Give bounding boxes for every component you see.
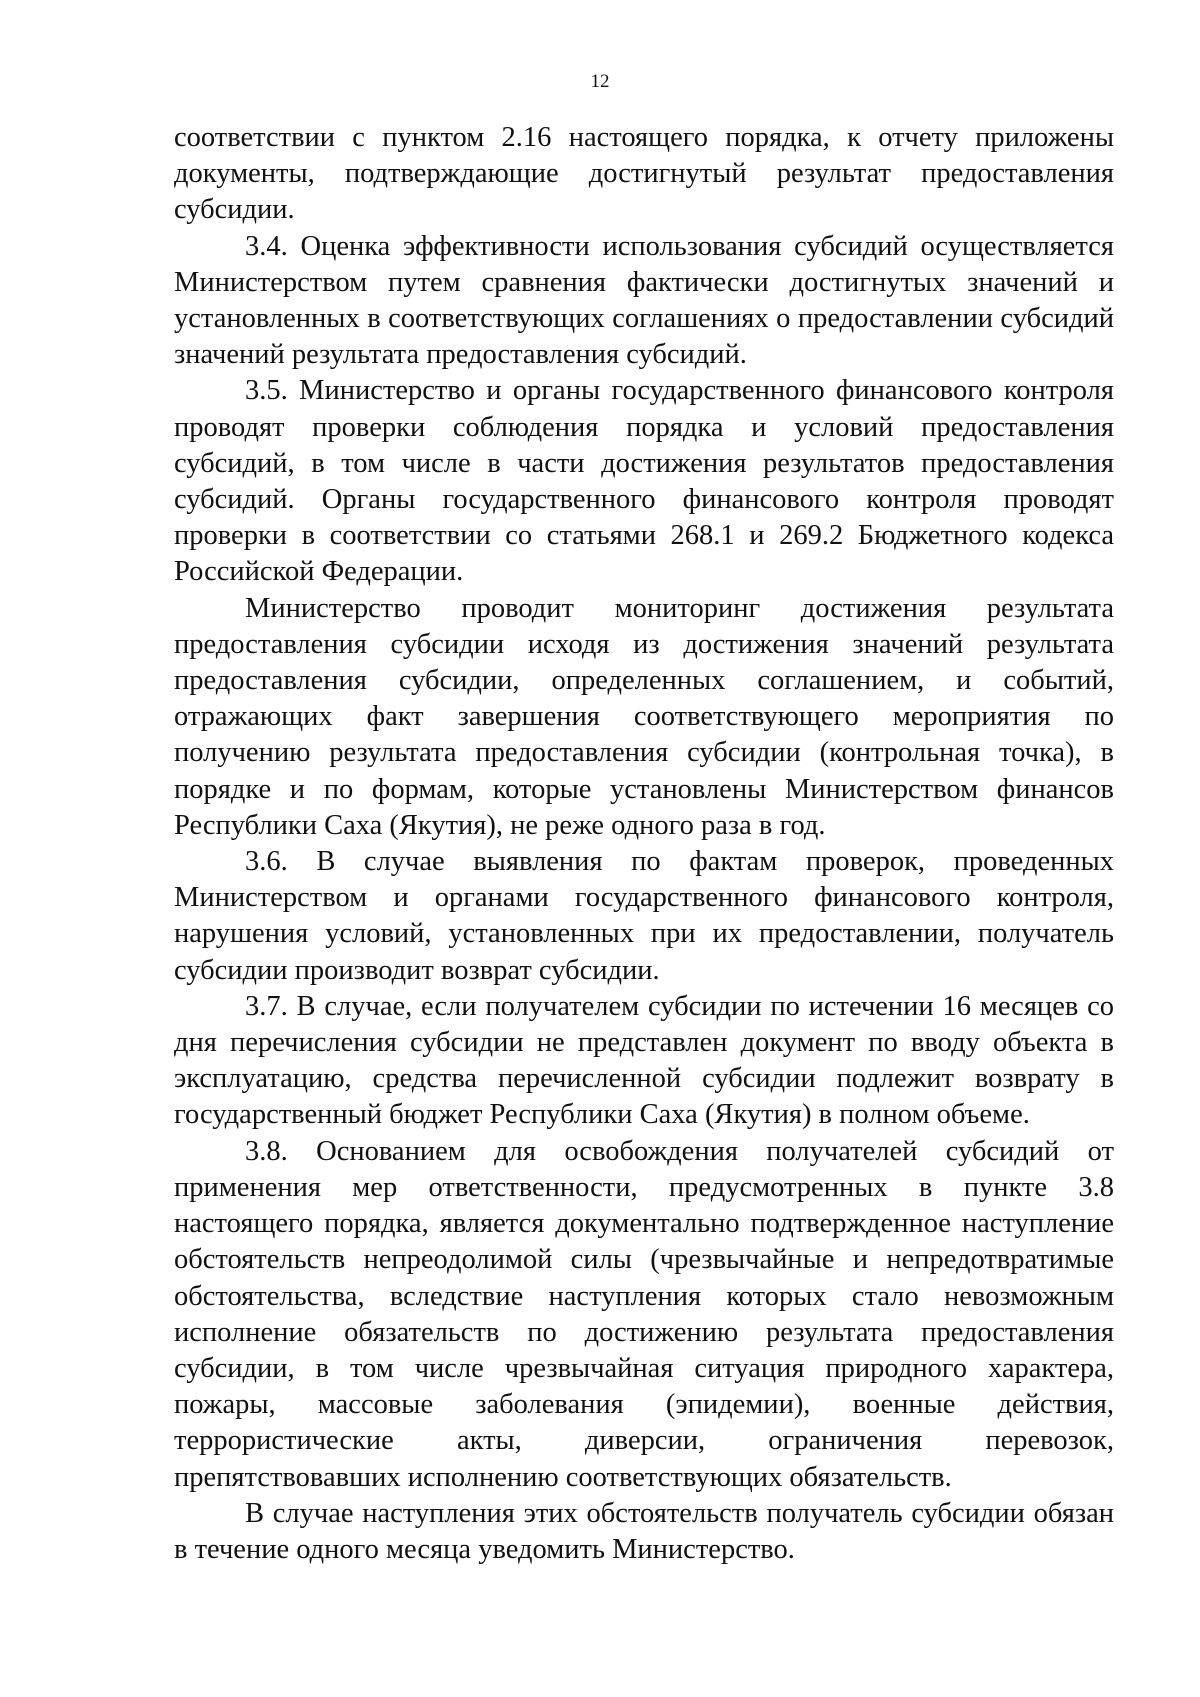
- paragraph-notification: В случае наступления этих обстоятельств получатель субсидии обязан в течение одного месяца уведомить Министерство.: [174, 1497, 1114, 1565]
- paragraph-continuation: соответствии с пунктом 2.16 настоящего порядка, к отчету приложены документы, подтверждающие достигнутый результат предоставления субсидии.: [174, 122, 1114, 226]
- paragraph-3-8: 3.8. Основанием для освобождения получателей субсидий от применения мер ответственности, предусмотренных в пункте 3.8 настоящего порядка, является документально подтвержденное наступление обстоятельств непреодолимой силы (чрезвычайные и непредотвратимые обстоятельства, вследствие наступления которых стало невозможным исполнение обязательств по достижению результата предоставления субсидии, в том числе чрезвычайная ситуация природного характера, пожары, массовые заболевания (эпидемии), военные действия, террористические акты, диверсии, ограничения перевозок, препятствовавших исполнению соответствующих обязательств.: [174, 1135, 1114, 1493]
- paragraph-3-5: 3.5. Министерство и органы государственного финансового контроля проводят проверки соблюдения порядка и условий предоставления субсидий, в том числе в части достижения результатов предоставления субсидий. Органы государственного финансового контроля проводят проверки в соответствии со статьями 268.1 и 269.2 Бюджетного кодекса Российской Федерации.: [174, 375, 1114, 588]
- paragraph-monitoring: Министерство проводит мониторинг достижения результата предоставления субсидии исходя из достижения значений результата предоставления субсидии, определенных соглашением, и событий, отражающих факт завершения соответствующего мероприятия по получению результата предоставления субсидии (контрольная точка), в порядке и по формам, которые установлены Министерством финансов Республики Саха (Якутия), не реже одного раза в год.: [174, 592, 1114, 841]
- paragraph-3-4: 3.4. Оценка эффективности использования субсидий осуществляется Министерством путем сравнения фактически достигнутых значений и установленных в соответствующих соглашениях о предоставлении субсидий значений результата предоставления субсидий.: [174, 230, 1114, 371]
- paragraph-3-7: 3.7. В случае, если получателем субсидии по истечении 16 месяцев со дня перечисления субсидии не представлен документ по вводу объекта в эксплуатацию, средства перечисленной субсидии подлежит возврату в государственный бюджет Республики Саха (Якутия) в полном объеме.: [174, 990, 1114, 1131]
- paragraph-3-6: 3.6. В случае выявления по фактам проверок, проведенных Министерством и органами государственного финансового контроля, нарушения условий, установленных при их предоставлении, получатель субсидии производит возврат субсидии.: [174, 846, 1114, 986]
- page-number: 12: [590, 71, 610, 92]
- document-body: [174, 120, 1114, 1568]
